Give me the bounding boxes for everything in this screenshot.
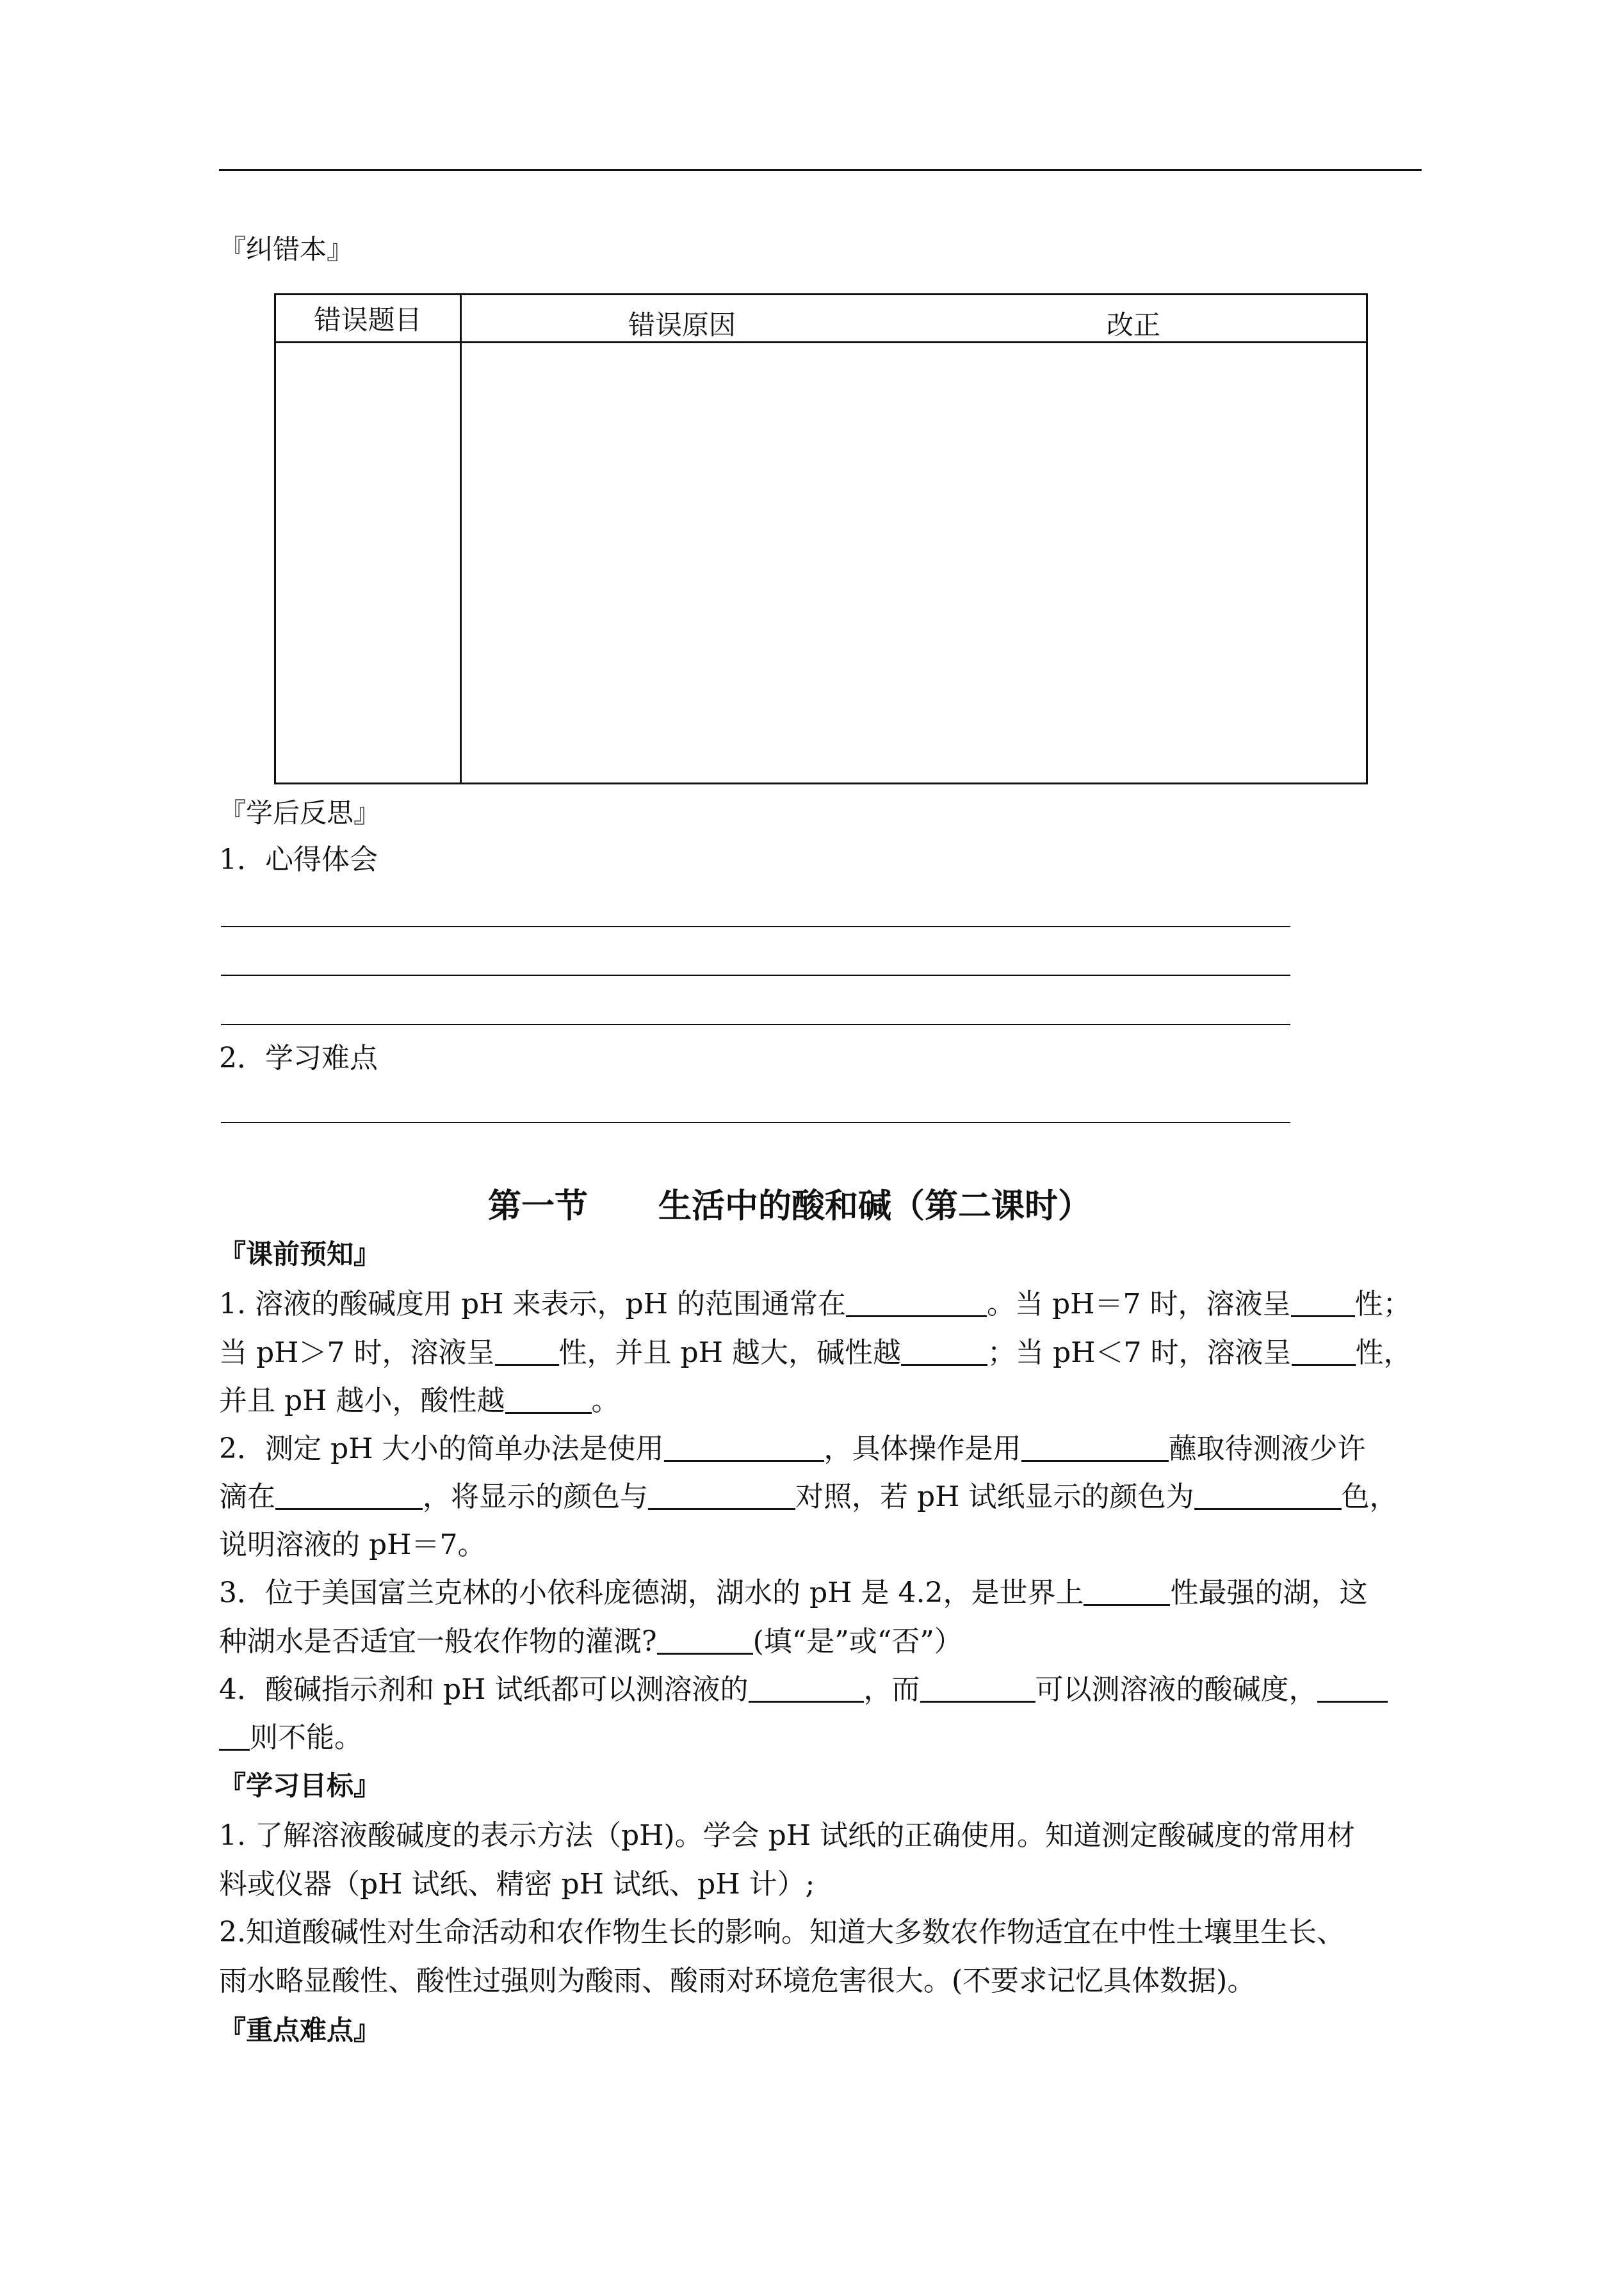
insights-write-line-2[interactable] (221, 975, 1290, 976)
lesson-title-section: 第一节 (488, 1187, 589, 1226)
q1-blank-stronger[interactable] (901, 1340, 987, 1366)
keypoints-heading: 『重点难点』 (219, 2015, 381, 2046)
goals-heading: 『学习目标』 (219, 1770, 381, 1801)
preview-heading: 『课前预知』 (219, 1238, 381, 1270)
q1-line1: 1. 溶液的酸碱度用 pH 来表示，pH 的范围通常在 。当 pH＝7 时，溶液呈 性； (219, 1288, 1411, 1320)
reflection-item-difficulties: 2．学习难点 (219, 1042, 378, 1075)
q2-line1: 2．测定 pH 大小的简单办法是使用 ，具体操作是用 蘸取待测液少许 (219, 1432, 1366, 1465)
goals-line-3: 2.知道酸碱性对生命活动和农作物生长的影响。知道大多数农作物适宜在中性土壤里生长、 (219, 1916, 1345, 1949)
q2-line2: 滴在 ，将显示的颜色与 对照，若 pH 试纸显示的颜色为 色， (219, 1480, 1398, 1513)
corrections-heading: 『纠错本』 (219, 234, 354, 265)
corrections-table (274, 293, 1368, 784)
q1-blank-acidic[interactable] (1292, 1340, 1356, 1366)
q2-blank-compare[interactable] (648, 1484, 795, 1510)
q1-line3: 并且 pH 越小，酸性越 。 (219, 1384, 620, 1417)
header-rule (219, 169, 1422, 171)
cell-reason-and-fix[interactable] (461, 343, 1367, 784)
q2-blank-tool[interactable] (664, 1436, 824, 1462)
reflection-item-insights: 1．心得体会 (219, 843, 378, 876)
q2-line3: 说明溶液的 pH＝7。 (219, 1529, 486, 1561)
header-wrong-reason: 错误原因 (628, 309, 736, 341)
insights-write-line-1[interactable] (221, 926, 1290, 927)
q1-line2: 当 pH＞7 时，溶液呈 性，并且 pH 越大，碱性越 ；当 pH＜7 时，溶液呈 性， (219, 1336, 1412, 1369)
q4-line2: 则不能。 (219, 1722, 362, 1754)
q2-blank-drop-on[interactable] (275, 1484, 423, 1510)
q3-line1: 3．位于美国富兰克林的小依科庞德湖，湖水的 pH 是 4.2，是世界上 性最强的湖，这 (219, 1577, 1368, 1609)
lesson-title-topic: 生活中的酸和碱（第二课时） (658, 1187, 1092, 1226)
q4-blank-indicator-part2[interactable] (219, 1724, 250, 1751)
table-header-row (275, 295, 1367, 343)
q4-blank-acidity-alkalinity[interactable] (749, 1676, 864, 1703)
insights-write-line-3[interactable] (221, 1024, 1290, 1025)
q4-line1: 4．酸碱指示剂和 pH 试纸都可以测溶液的 ，而 可以测溶液的酸碱度， (219, 1674, 1388, 1706)
lesson-title (488, 1187, 1091, 1226)
difficulties-write-line[interactable] (221, 1122, 1290, 1123)
q2-blank-color[interactable] (1194, 1484, 1342, 1510)
q4-blank-ph-paper[interactable] (920, 1676, 1035, 1703)
cell-wrong-question[interactable] (275, 343, 461, 784)
header-reason-and-fix (461, 295, 1367, 343)
goals-line-4: 雨水略显酸性、酸性过强则为酸雨、酸雨对环境危害很大。(不要求记忆具体数据)。 (219, 1965, 1256, 1997)
q3-line2: 种湖水是否适宜一般农作物的灌溉? (填“是”或“否”） (219, 1625, 962, 1658)
header-correction: 改正 (1107, 309, 1161, 341)
q1-blank-acidity[interactable] (505, 1388, 592, 1414)
q4-blank-indicator-part1[interactable] (1317, 1676, 1388, 1703)
q3-blank-property[interactable] (1084, 1580, 1170, 1606)
q3-blank-yes-no[interactable] (657, 1628, 753, 1655)
table-body-row (275, 343, 1367, 784)
goals-line-1: 1. 了解溶液酸碱度的表示方法（pH)。学会 pH 试纸的正确使用。知道测定酸碱度的常用材 (219, 1819, 1356, 1852)
header-wrong-question: 错误题目 (275, 295, 461, 343)
q1-blank-ph-range[interactable] (846, 1291, 987, 1317)
reflection-heading: 『学后反思』 (219, 797, 381, 829)
q1-blank-basic[interactable] (495, 1340, 559, 1366)
goals-line-2: 料或仪器（pH 试纸、精密 pH 试纸、pH 计）; (219, 1868, 815, 1901)
q2-blank-rod[interactable] (1021, 1436, 1169, 1462)
q1-blank-neutral[interactable] (1291, 1291, 1355, 1317)
